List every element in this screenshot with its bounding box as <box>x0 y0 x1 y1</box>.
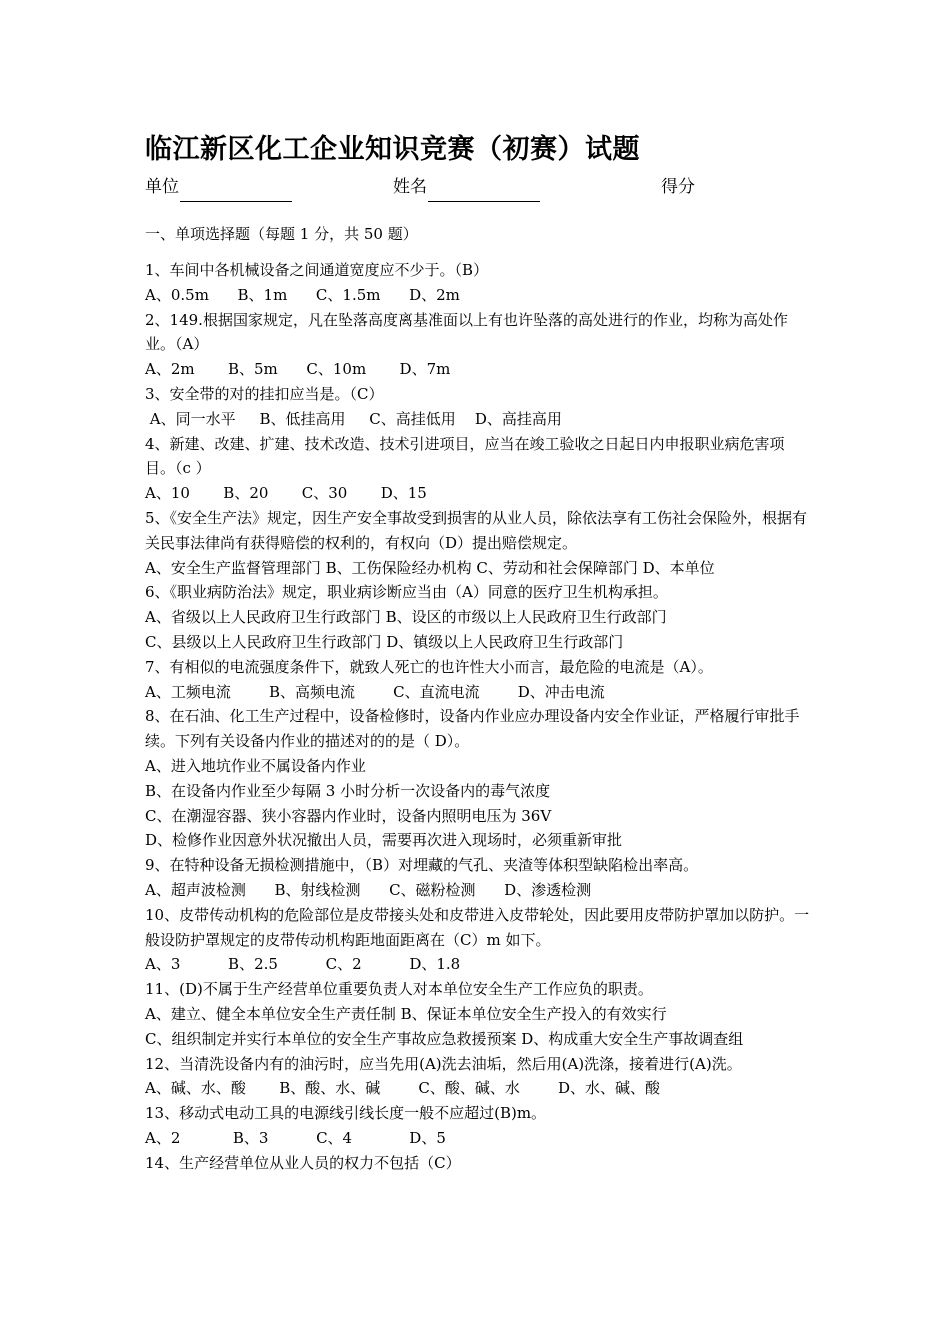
question-item <box>145 1052 810 1102</box>
question-item <box>145 977 810 1051</box>
question-text: 8、在石油、化工生产过程中，设备检修时，设备内作业应办理设备内安全作业证，严格履行审批手续。下列有关设备内作业的描述对的的是（ D）。 <box>145 707 800 751</box>
section-title: 一、单项选择题（每题 1 分，共 50 题） <box>145 225 418 243</box>
question-item <box>145 308 810 382</box>
question-item <box>145 432 810 506</box>
question-text: 2、149.根据国家规定，凡在坠落高度离基准面以上有也许坠落的高处进行的作业，均称为高处作业。（A） <box>145 310 788 354</box>
question-text: 4、新建、改建、扩建、技术改造、技术引进项目，应当在竣工验收之日起日内申报职业病危害项目。（c ） <box>145 434 785 478</box>
question-options: A、碱、水、酸 B、酸、水、碱 C、酸、碱、水 D、水、碱、酸 <box>145 1079 661 1098</box>
question-item <box>145 506 810 580</box>
question-text: 5、《安全生产法》规定，因生产安全事故受到损害的从业人员，除依法享有工伤社会保险外，根据有关民事法律尚有获得赔偿的权利的，有权向（D）提出赔偿规定。 <box>145 508 808 552</box>
question-text: 9、在特种设备无损检测措施中，（B）对埋藏的气孔、夹渣等体积型缺陷检出率高。 <box>145 856 699 875</box>
document-content <box>145 128 810 1175</box>
question-options: A、工频电流 B、高频电流 C、直流电流 D、冲击电流 <box>145 682 605 701</box>
question-item <box>145 853 810 903</box>
question-item <box>145 655 810 705</box>
question-item <box>145 704 810 853</box>
question-options: A、3 B、2.5 C、2 D、1.8 <box>145 955 461 974</box>
question-item <box>145 903 810 977</box>
question-text: 12、当清洗设备内有的油污时，应当先用(A)洗去油垢，然后用(A)洗涤，接着进行(A)洗。 <box>145 1054 742 1073</box>
name-blank <box>428 181 540 202</box>
question-option-line: C、在潮湿容器、狭小容器内作业时，设备内照明电压为 36V <box>145 806 552 825</box>
question-option-line: B、在设备内作业至少每隔 3 小时分析一次设备内的毒气浓度 <box>145 781 551 800</box>
unit-label: 单位 <box>145 177 179 197</box>
question-options: A、同一水平 B、低挂高用 C、高挂低用 D、高挂高用 <box>145 409 562 428</box>
unit-blank <box>180 181 292 202</box>
question-option-line: D、检修作业因意外状况撤出人员，需要再次进入现场时，必须重新审批 <box>145 831 623 850</box>
question-item <box>145 1101 810 1151</box>
question-text: 6、《职业病防治法》规定，职业病诊断应当由（A）同意的医疗卫生机构承担。 <box>145 583 668 602</box>
question-text: 7、有相似的电流强度条件下，就致人死亡的也许性大小而言，最危险的电流是（A）。 <box>145 657 713 676</box>
question-options: A、0.5m B、1m C、1.5m D、2m <box>145 285 460 304</box>
question-option-line: C、县级以上人民政府卫生行政部门 D、镇级以上人民政府卫生行政部门 <box>145 632 624 651</box>
question-text: 11、(D)不属于生产经营单位重要负责人对本单位安全生产工作应负的职责。 <box>145 980 653 999</box>
question-options: A、超声波检测 B、射线检测 C、磁粉检测 D、渗透检测 <box>145 880 592 899</box>
question-option-line: A、进入地坑作业不属设备内作业 <box>145 756 366 775</box>
question-item <box>145 580 810 654</box>
question-item <box>145 258 810 308</box>
unit-field <box>145 172 393 202</box>
question-option-line: A、省级以上人民政府卫生行政部门 B、设区的市级以上人民政府卫生行政部门 <box>145 608 667 627</box>
name-field <box>393 172 661 202</box>
score-field <box>661 172 695 202</box>
name-label: 姓名 <box>393 177 427 197</box>
question-option-line: A、建立、健全本单位安全生产责任制 B、保证本单位安全生产投入的有效实行 <box>145 1004 667 1023</box>
question-options: A、2 B、3 C、4 D、5 <box>145 1128 446 1147</box>
question-text: 1、车间中各机械设备之间通道宽度应不少于。（B） <box>145 261 489 279</box>
question-option-line: A、安全生产监督管理部门 B、工伤保险经办机构 C、劳动和社会保障部门 D、本单位 <box>145 558 715 577</box>
question-list <box>145 258 810 1175</box>
question-item <box>145 382 810 432</box>
question-text: 3、安全带的对的挂扣应当是。（C） <box>145 384 384 403</box>
question-option-line: C、组织制定并实行本单位的安全生产事故应急救援预案 D、构成重大安全生产事故调查组 <box>145 1029 744 1048</box>
question-text: 10、皮带传动机构的危险部位是皮带接头处和皮带进入皮带轮处，因此要用皮带防护罩加以防护。一般设防护罩规定的皮带传动机构距地面距离在（C）m 如下。 <box>145 905 810 949</box>
question-text: 14、生产经营单位从业人员的权力不包括（C） <box>145 1153 461 1172</box>
question-item <box>145 1151 810 1176</box>
page-title: 临江新区化工企业知识竞赛（初赛）试题 <box>145 134 640 165</box>
question-text: 13、移动式电动工具的电源线引线长度一般不应超过(B)m。 <box>145 1104 547 1123</box>
score-label: 得分 <box>661 177 695 197</box>
question-options: A、2m B、5m C、10m D、7m <box>145 360 451 379</box>
header-info-row <box>145 172 810 202</box>
question-options: A、10 B、20 C、30 D、15 <box>145 484 427 503</box>
